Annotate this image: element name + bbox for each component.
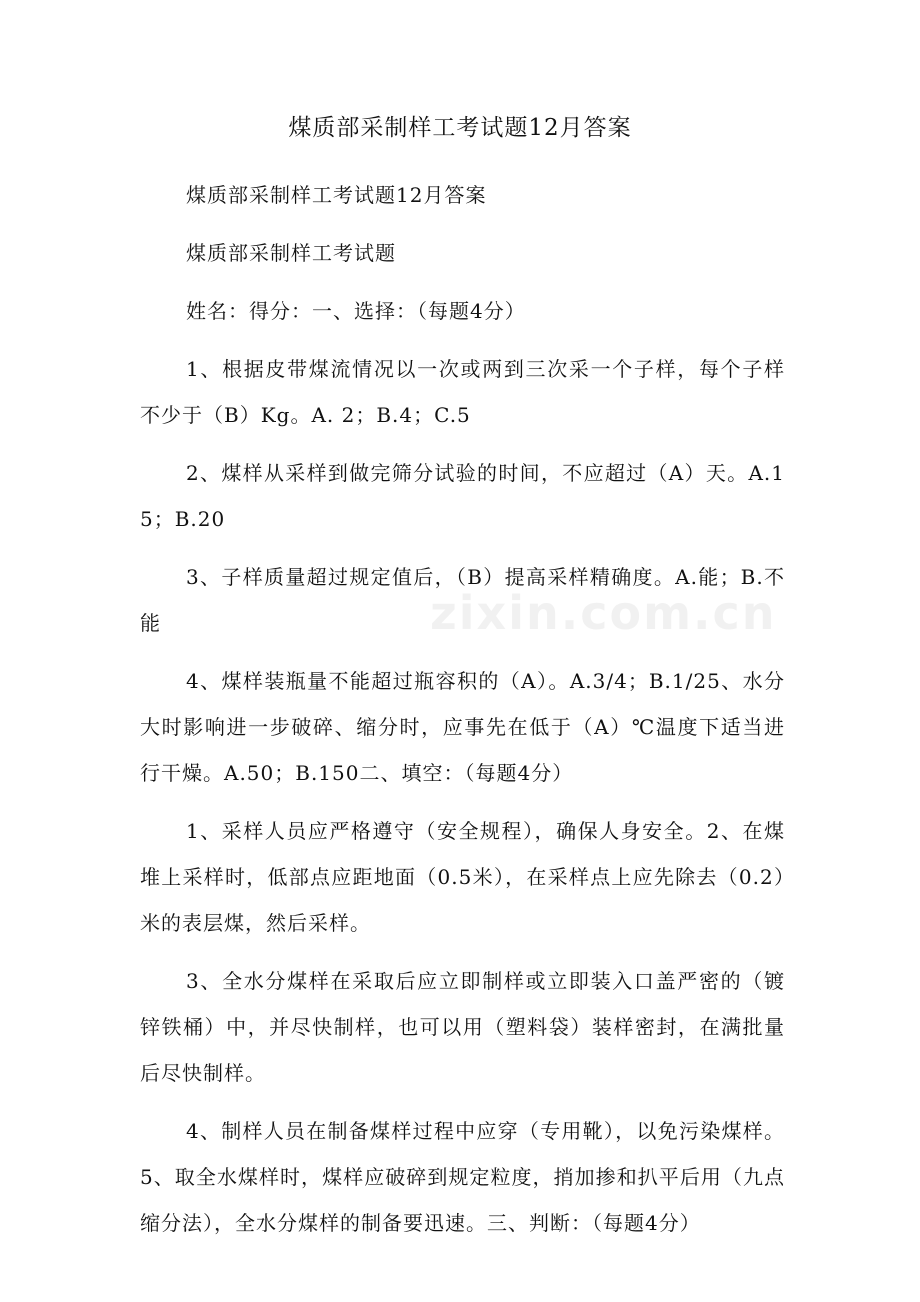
paragraph-choice-1: 1、根据皮带煤流情况以一次或两到三次采一个子样，每个子样不少于（B）Kg。A. 2；B.4；C.5 — [140, 357, 785, 427]
watermark-text: zixin.com.cn — [430, 586, 777, 640]
paragraph-exam-header: 姓名：得分：一、选择：（每题4分） — [186, 299, 526, 323]
paragraph-fill-4: 4、制样人员在制备煤样过程中应穿（专用靴），以免污染煤样。5、取全水煤样时，煤样应破碎到规定粒度，捎加掺和扒平后用（九点缩分法），全水分煤样的制备要迅速。三、判断：（每题4分） — [140, 1119, 785, 1235]
document-title: 煤质部采制样工考试题12月答案 — [288, 115, 632, 141]
paragraph-choice-2: 2、煤样从采样到做完筛分试验的时间，不应超过（A）天。A.15；B.20 — [140, 461, 785, 531]
paragraph-fill-3: 3、全水分煤样在采取后应立即制样或立即装入口盖严密的（镀锌铁桶）中，并尽快制样，也可以用（塑料袋）装样密封，在满批量后尽快制样。 — [140, 969, 785, 1085]
document-body — [140, 172, 785, 1258]
paragraph-choice-3: 3、子样质量超过规定值后，（B）提高采样精确度。A.能；B.不能 — [140, 565, 785, 635]
paragraph-fill-1: 1、采样人员应严格遵守（安全规程），确保人身安全。2、在煤堆上采样时，低部点应距地面（0.5米），在采样点上应先除去（0.2）米的表层煤，然后采样。 — [140, 819, 785, 935]
paragraph-subheading: 煤质部采制样工考试题 — [186, 241, 396, 265]
paragraph-choice-4: 4、煤样装瓶量不能超过瓶容积的（A）。A.3/4；B.1/25、水分大时影响进一步破碎、缩分时，应事先在低于（A）℃温度下适当进行干燥。A.50；B.150二、填空：（每题4分） — [140, 669, 785, 785]
paragraph-heading: 煤质部采制样工考试题12月答案 — [186, 183, 487, 207]
